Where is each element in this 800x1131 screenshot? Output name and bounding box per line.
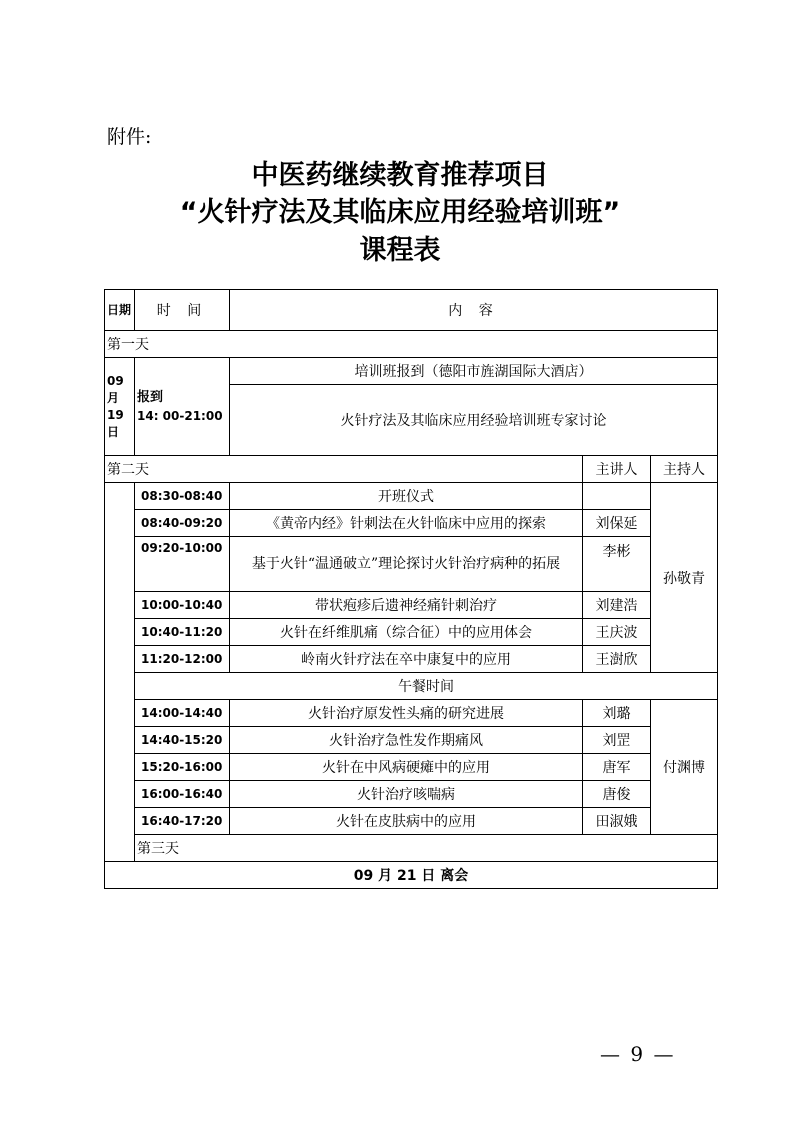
time-cell: 09:20-10:00 [135, 537, 230, 592]
day1-checkin-cell [135, 358, 230, 456]
day3-content: 09 月 21 日 离会 [105, 862, 718, 889]
speaker-cell: 王庆波 [583, 619, 651, 646]
day1-label: 第一天 [105, 331, 718, 358]
afternoon-host: 付渊博 [651, 700, 718, 835]
speaker-cell: 刘保延 [583, 510, 651, 537]
day2-label-row [105, 456, 718, 483]
table-row [105, 592, 718, 619]
table-row [105, 646, 718, 673]
time-cell: 15:20-16:00 [135, 754, 230, 781]
day1-label-row [105, 331, 718, 358]
day2-date-blank [105, 483, 135, 862]
content-cell: 岭南火针疗法在卒中康复中的应用 [230, 646, 583, 673]
content-cell: 《黄帝内经》针刺法在火针临床中应用的探索 [230, 510, 583, 537]
content-cell: 开班仪式 [230, 483, 583, 510]
table-row [105, 358, 718, 385]
day1-checkin: 报到 [137, 389, 164, 405]
header-content: 内 容 [230, 290, 718, 331]
table-row [105, 754, 718, 781]
time-cell: 08:40-09:20 [135, 510, 230, 537]
title-line-1: 中医药继续教育推荐项目 [251, 160, 549, 191]
table-row [105, 727, 718, 754]
speaker-cell: 王澍欣 [583, 646, 651, 673]
day3-label: 第三天 [135, 835, 718, 862]
day3-label-row [105, 835, 718, 862]
day1-row-1: 培训班报到（德阳市旌湖国际大酒店） [230, 358, 718, 385]
table-row [105, 483, 718, 510]
speaker-cell: 刘建浩 [583, 592, 651, 619]
morning-host: 孙敬青 [651, 483, 718, 673]
speaker-cell: 刘罡 [583, 727, 651, 754]
time-cell: 11:20-12:00 [135, 646, 230, 673]
day1-row-2: 火针疗法及其临床应用经验培训班专家讨论 [230, 385, 718, 456]
content-cell: 带状疱疹后遗神经痛针刺治疗 [230, 592, 583, 619]
speaker-cell: 唐军 [583, 754, 651, 781]
time-cell: 14:00-14:40 [135, 700, 230, 727]
time-cell: 14:40-15:20 [135, 727, 230, 754]
content-cell: 火针在纤维肌痛（综合征）中的应用体会 [230, 619, 583, 646]
content-cell: 基于火针“温通破立”理论探讨火针治疗病种的拓展 [230, 537, 583, 592]
content-cell: 火针治疗急性发作期痛风 [230, 727, 583, 754]
content-cell: 火针在皮肤病中的应用 [230, 808, 583, 835]
day3-content-row [105, 862, 718, 889]
time-cell: 08:30-08:40 [135, 483, 230, 510]
speaker-cell [583, 483, 651, 510]
table-row [105, 619, 718, 646]
host-header: 主持人 [651, 456, 718, 483]
lunch-break: 午餐时间 [135, 673, 718, 700]
content-cell: 火针治疗咳喘病 [230, 781, 583, 808]
header-date: 日期 [105, 290, 135, 331]
day1-date: 09月19日 [105, 358, 135, 456]
speaker-header: 主讲人 [583, 456, 651, 483]
table-row [105, 781, 718, 808]
time-cell: 16:40-17:20 [135, 808, 230, 835]
table-row [105, 510, 718, 537]
table-header-row [105, 290, 718, 331]
page-number: — 9 — [600, 1042, 676, 1066]
table-row [105, 700, 718, 727]
content-cell: 火针治疗原发性头痛的研究进展 [230, 700, 583, 727]
time-cell: 16:00-16:40 [135, 781, 230, 808]
day1-checkin-time: 14: 00-21:00 [137, 408, 223, 423]
schedule-table [104, 289, 718, 889]
table-row [105, 808, 718, 835]
title-line-2: “火针疗法及其临床应用经验培训班” [179, 197, 621, 228]
lunch-row [105, 673, 718, 700]
time-cell: 10:00-10:40 [135, 592, 230, 619]
content-cell: 火针在中风病硬瘫中的应用 [230, 754, 583, 781]
time-cell: 10:40-11:20 [135, 619, 230, 646]
speaker-cell: 刘璐 [583, 700, 651, 727]
title-line-3: 课程表 [359, 235, 441, 266]
day2-label: 第二天 [105, 456, 583, 483]
table-row [105, 537, 718, 592]
attachment-label: 附件: [107, 126, 152, 148]
speaker-cell: 李彬 [583, 537, 651, 592]
header-time: 时 间 [135, 290, 230, 331]
speaker-cell: 唐俊 [583, 781, 651, 808]
speaker-cell: 田淑娥 [583, 808, 651, 835]
